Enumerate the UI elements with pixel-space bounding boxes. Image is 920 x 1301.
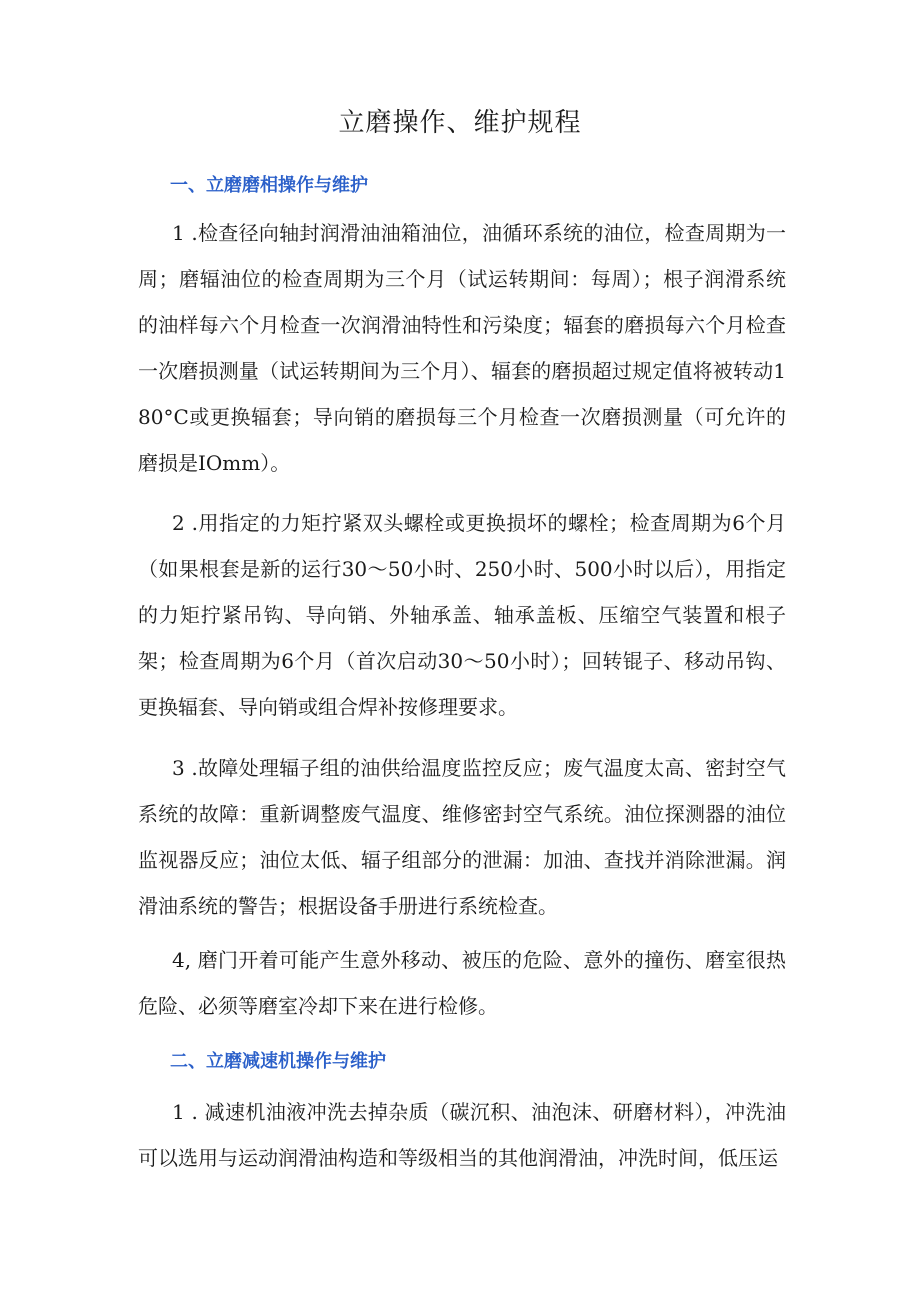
section-1-paragraph-3: 3 .故障处理辐子组的油供给温度监控反应；废气温度太高、密封空气系统的故障：重新调整废气温度、维修密封空气系统。油位探测器的油位监视器反应；油位太低、辐子组部分的泄漏：加油、查找并消除泄漏。润滑油系统的警告；根据设备手册进行系统检查。 xyxy=(138,756,786,918)
section-1-paragraph-4: 4, 磨门开着可能产生意外移动、被压的危险、意外的撞伤、磨室很热危险、必须等磨室冷却下来在进行检修。 xyxy=(138,948,786,1018)
section-1-heading: 一、立磨磨相操作与维护 xyxy=(170,175,368,196)
section-2-heading: 二、立磨减速机操作与维护 xyxy=(170,1051,386,1072)
section-1-paragraph-2: 2 .用指定的力矩拧紧双头螺栓或更换损坏的螺栓；检查周期为6个月（如果根套是新的运行30～50小时、250小时、500小时以后），用指定的力矩拧紧吊钩、导向销、外轴承盖、轴承盖板、压缩空气装置和根子架；检查周期为6个月（首次启动30～50小时）；回转锟子、移动吊钩、更换辐套、导向销或组合焊补按修理要求。 xyxy=(138,511,786,719)
section-1-paragraph-1: 1 .检查径向轴封润滑油油箱油位，油循环系统的油位，检查周期为一周；磨辐油位的检查周期为三个月（试运转期间：每周）；根子润滑系统的油样每六个月检查一次润滑油特性和污染度；辐套的磨损每六个月检查一次磨损测量（试运转期间为三个月）、辐套的磨损超过规定值将被转动180°C或更换辐套；导向销的磨损每三个月检查一次磨损测量（可允许的磨损是IOmm）。 xyxy=(138,221,786,475)
document-title: 立磨操作、维护规程 xyxy=(338,108,582,138)
section-2-paragraph-1: 1 . 减速机油液冲洗去掉杂质（碳沉积、油泡沫、研磨材料），冲洗油可以选用与运动润滑油构造和等级相当的其他润滑油，冲洗时间，低压运 xyxy=(138,1100,786,1170)
